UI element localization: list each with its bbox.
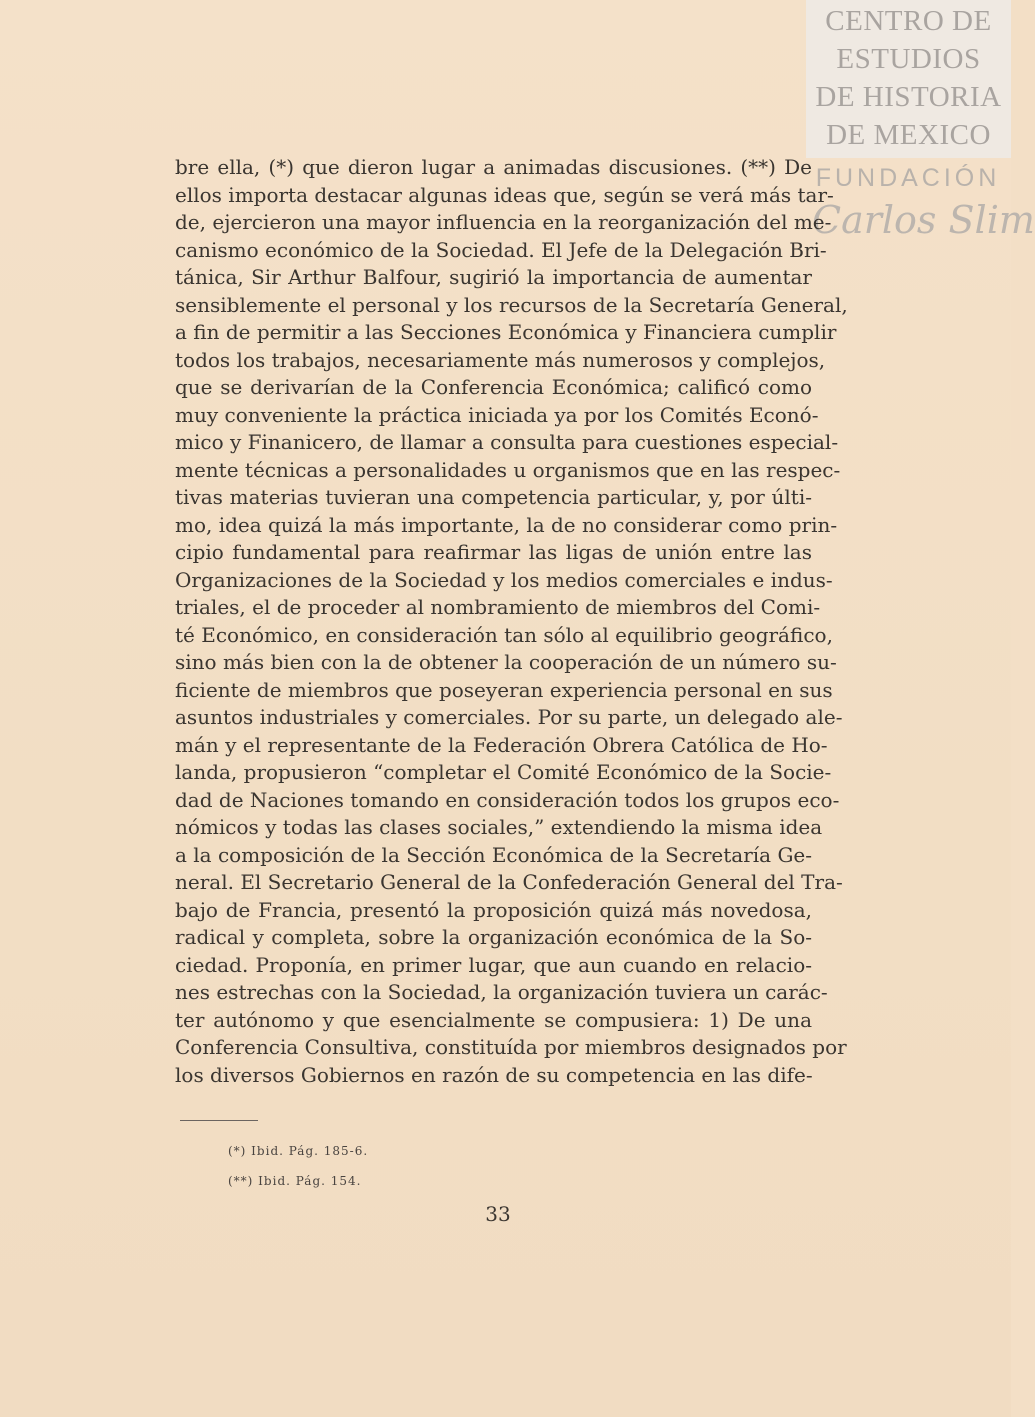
body-text (175, 154, 848, 1089)
text-line: dad de Naciones tomando en consideración todos los grupos eco- (175, 787, 840, 812)
watermark-line: DE HISTORIA (815, 81, 1002, 113)
text-line: triales, el de proceder al nombramiento de miembros del Comi- (175, 595, 821, 619)
text-line: muy conveniente la práctica iniciada ya por los Comités Econó- (175, 402, 819, 427)
watermark-signature: Carlos Slim (812, 198, 1035, 242)
text-line: bajo de Francia, presentó la proposición quizá más novedosa, (175, 897, 812, 922)
watermark-line: ESTUDIOS (836, 43, 981, 75)
text-line: tánica, Sir Arthur Balfour, sugirió la importancia de aumentar (175, 265, 812, 289)
text-line: landa, propusieron “completar el Comité Económico de la Socie- (175, 760, 832, 784)
text-line: nómicos y todas las clases sociales,” extendiendo la misma idea (175, 815, 823, 839)
text-line: mán y el representante de la Federación Obrera Católica de Ho- (175, 732, 828, 757)
page-number: 33 (485, 1202, 511, 1226)
footnote: (**) Ibid. Pág. 154. (228, 1174, 362, 1188)
footnote: (*) Ibid. Pág. 185-6. (228, 1144, 369, 1158)
text-line: tivas materias tuvieran una competencia particular, y, por últi- (175, 485, 812, 509)
text-line: Organizaciones de la Sociedad y los medios comerciales e indus- (175, 567, 833, 592)
text-line: todos los trabajos, necesariamente más numerosos y complejos, (175, 347, 826, 372)
text-line: bre ella, (*) que dieron lugar a animadas discusiones. (**) De (175, 155, 812, 179)
text-line: ter autónomo y que esencialmente se compusiera: 1) De una (175, 1007, 812, 1032)
text-line: a fin de permitir a las Secciones Económica y Financiera cumplir (175, 320, 837, 344)
text-line: que se derivarían de la Conferencia Económica; calificó como (175, 375, 812, 399)
text-line: mente técnicas a personalidades u organismos que en las respec- (175, 457, 841, 482)
text-line: asuntos industriales y comerciales. Por su parte, un delegado ale- (175, 705, 843, 729)
text-line: Conferencia Consultiva, constituída por miembros designados por (175, 1035, 847, 1059)
text-line: radical y completa, sobre la organización económica de la So- (175, 925, 812, 949)
text-line: sino más bien con la de obtener la cooperación de un número su- (175, 650, 837, 674)
footnote-divider (180, 1120, 258, 1121)
text-line: ellos importa destacar algunas ideas que, según se verá más tar- (175, 182, 834, 207)
text-line: neral. El Secretario General de la Confederación General del Tra- (175, 870, 843, 894)
watermark-fundacion: FUNDACIÓN (815, 164, 1001, 192)
text-line: canismo económico de la Sociedad. El Jefe de la Delegación Bri- (175, 237, 827, 262)
archive-watermark (806, 0, 1011, 158)
watermark-line: DE MEXICO (826, 119, 991, 151)
text-line: cipio fundamental para reafirmar las ligas de unión entre las (175, 540, 812, 564)
text-line: ficiente de miembros que poseyeran experiencia personal en sus (175, 677, 833, 702)
text-line: té Económico, en consideración tan sólo al equilibrio geográfico, (175, 622, 833, 647)
text-line: a la composición de la Sección Económica de la Secretaría Ge- (175, 842, 813, 867)
text-line: de, ejercieron una mayor influencia en la reorganización del me- (175, 210, 832, 234)
watermark-line: CENTRO DE (825, 5, 992, 37)
text-line: nes estrechas con la Sociedad, la organización tuviera un carác- (175, 980, 828, 1004)
text-line: sensiblemente el personal y los recursos de la Secretaría General, (175, 292, 848, 317)
text-line: mico y Finanicero, de llamar a consulta para cuestiones especial- (175, 430, 839, 454)
text-line: los diversos Gobiernos en razón de su competencia en las dife- (175, 1062, 813, 1087)
footnotes (228, 1136, 368, 1196)
text-line: ciedad. Proponía, en primer lugar, que aun cuando en relacio- (175, 952, 812, 977)
text-line: mo, idea quizá la más importante, la de no considerar como prin- (175, 512, 838, 537)
